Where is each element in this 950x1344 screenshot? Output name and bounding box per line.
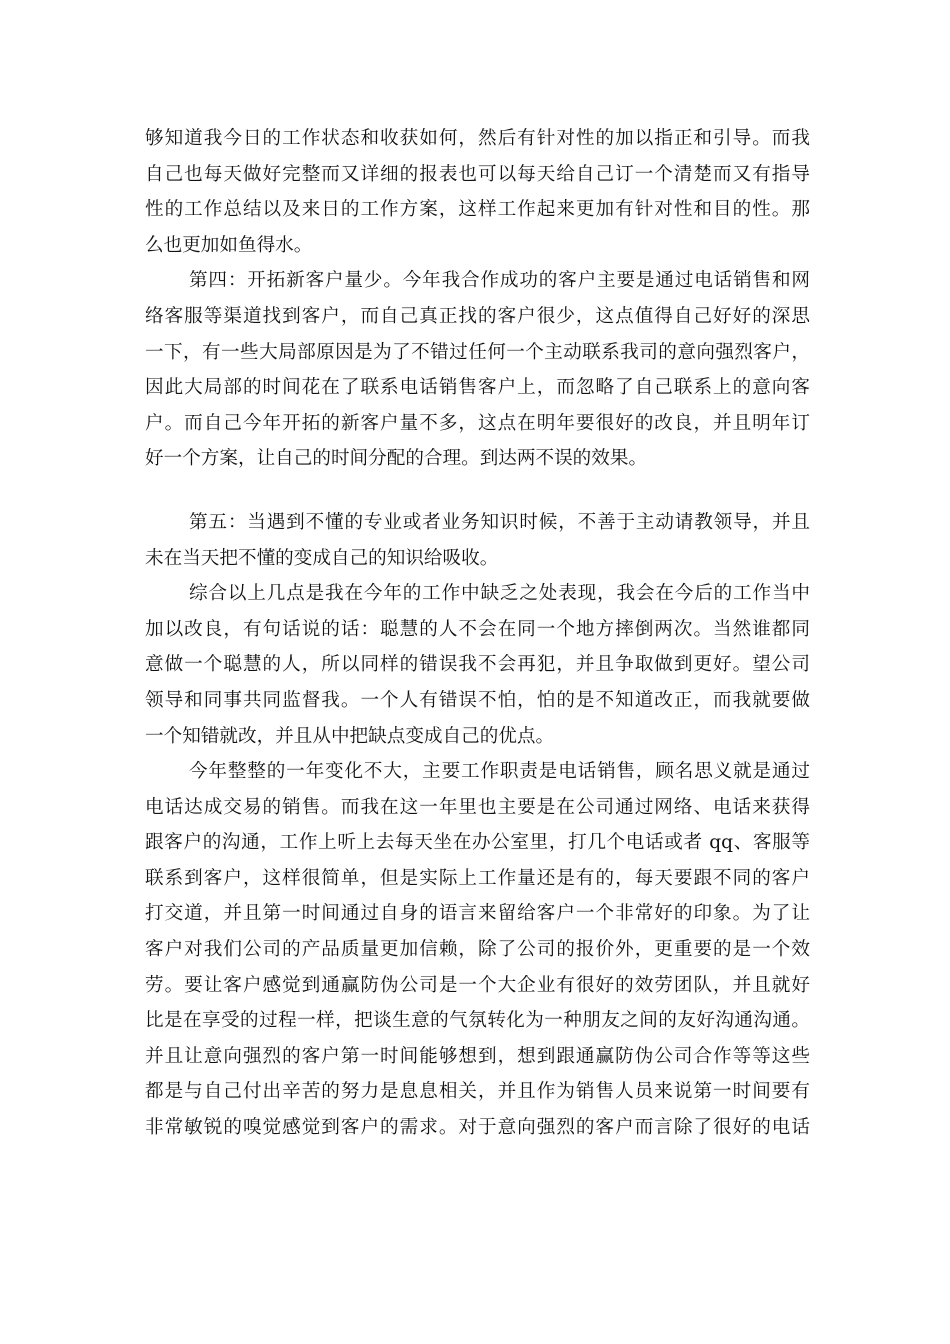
paragraph xyxy=(145,505,810,576)
text-line: 比是在享受的过程一样，把谈生意的气氛转化为一种朋友之间的友好沟通沟通。 xyxy=(145,1010,810,1032)
text-line: 都是与自己付出辛苦的努力是息息相关，并且作为销售人员来说第一时间要有 xyxy=(145,1081,810,1103)
text-line: 劳。要让客户感觉到通赢防伪公司是一个大企业有很好的效劳团队，并且就好 xyxy=(145,974,810,996)
text-line: 加以改良，有句话说的话：聪慧的人不会在同一个地方摔倒两次。当然谁都同 xyxy=(145,618,810,640)
paragraph xyxy=(145,576,810,754)
text-line: 意做一个聪慧的人，所以同样的错误我不会再犯，并且争取做到更好。望公司 xyxy=(145,654,810,676)
text-line: 第四：开拓新客户量少。今年我合作成功的客户主要是通过电话销售和网 xyxy=(189,270,810,292)
text-line: 非常敏锐的嗅觉感觉到客户的需求。对于意向强烈的客户而言除了很好的电话 xyxy=(145,1117,810,1139)
text-line: 自己也每天做好完整而又详细的报表也可以每天给自己订一个清楚而又有指导 xyxy=(145,163,810,185)
text-line: 打交道，并且第一时间通过自身的语言来留给客户一个非常好的印象。为了让 xyxy=(145,903,810,925)
paragraph xyxy=(145,754,810,1146)
text-line: 领导和同事共同监督我。一个人有错误不怕，怕的是不知道改正，而我就要做 xyxy=(145,689,810,711)
text-line: 么也更加如鱼得水。 xyxy=(145,234,313,256)
text-line: 络客服等渠道找到客户，而自己真正找的客户很少，这点值得自己好好的深思 xyxy=(145,305,810,327)
text-line: 够知道我今日的工作状态和收获如何，然后有针对性的加以指正和引导。而我 xyxy=(145,128,810,149)
paragraph xyxy=(145,263,810,477)
paragraph-gap xyxy=(145,477,810,505)
text-line: 未在当天把不懂的变成自己的知识给吸收。 xyxy=(145,547,499,569)
text-line: 一下，有一些大局部原因是为了不错过任何一个主动联系我司的意向强烈客户， xyxy=(145,341,810,363)
text-line: 因此大局部的时间花在了联系电话销售客户上，而忽略了自己联系上的意向客 xyxy=(145,377,810,399)
text-line: 性的工作总结以及来日的工作方案，这样工作起来更加有针对性和目的性。那 xyxy=(145,199,810,221)
text-line: 综合以上几点是我在今年的工作中缺乏之处表现，我会在今后的工作当中 xyxy=(189,583,810,605)
text-line: 户。而自己今年开拓的新客户量不多，这点在明年要很好的改良，并且明年订 xyxy=(145,412,810,434)
text-line: 电话达成交易的销售。而我在这一年里也主要是在公司通过网络、电话来获得 xyxy=(145,796,810,818)
text-line: 客户对我们公司的产品质量更加信赖，除了公司的报价外，更重要的是一个效 xyxy=(145,939,810,961)
text-line: 今年整整的一年变化不大，主要工作职责是电话销售，顾名思义就是通过 xyxy=(189,761,810,783)
paragraph xyxy=(145,121,810,263)
text-line: 第五：当遇到不懂的专业或者业务知识时候，不善于主动请教领导，并且 xyxy=(189,511,810,533)
text-line: 好一个方案，让自己的时间分配的合理。到达两不误的效果。 xyxy=(145,448,648,470)
text-line: 跟客户的沟通，工作上听上去每天坐在办公室里，打几个电话或者 qq、客服等 xyxy=(145,832,810,854)
text-line: 一个知错就改，并且从中把缺点变成自己的优点。 xyxy=(145,725,555,747)
document-body xyxy=(145,121,810,1146)
text-line: 并且让意向强烈的客户第一时间能够想到，想到跟通赢防伪公司合作等等这些 xyxy=(145,1045,810,1067)
text-line: 联系到客户，这样很简单，但是实际上工作量还是有的，每天要跟不同的客户 xyxy=(145,867,810,889)
